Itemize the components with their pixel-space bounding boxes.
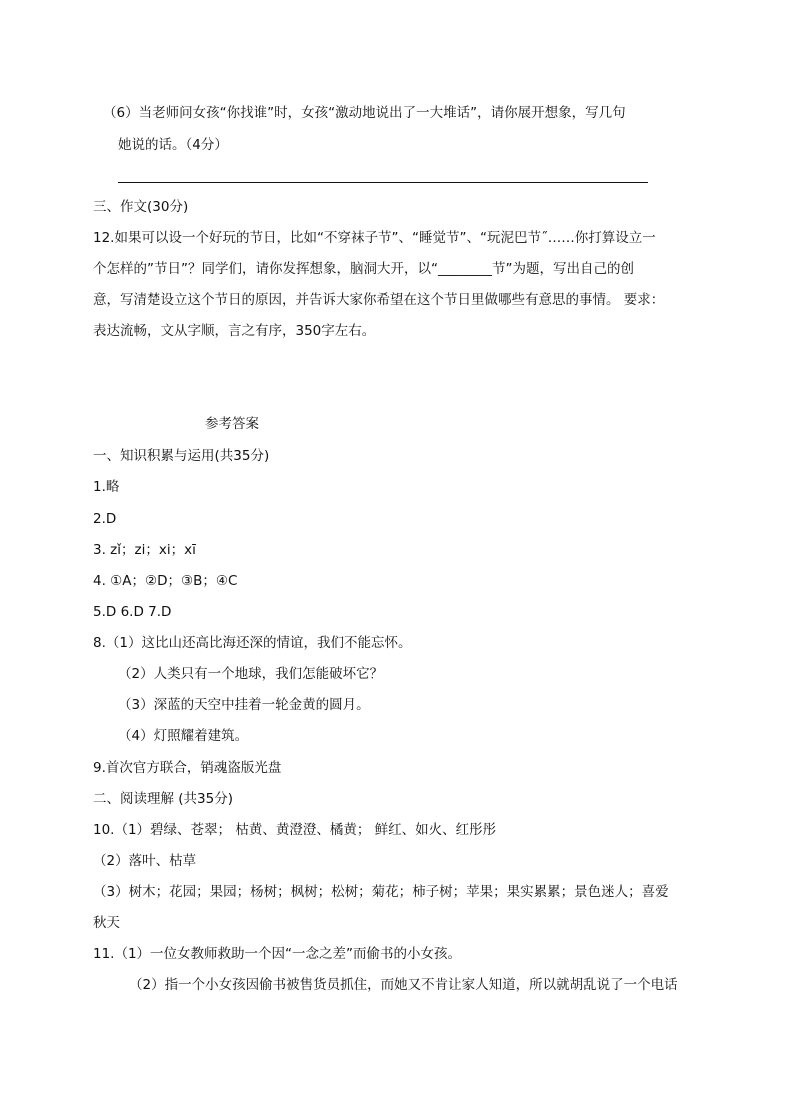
question-6-line-2: 她说的话。（4分） [118, 137, 228, 153]
answer-3: 3. zǐ；zi；xi；xī [93, 542, 196, 558]
answer-8-2: （2）人类只有一个地球，我们怎能破坏它？ [118, 666, 384, 682]
answer-1: 1.略 [93, 479, 120, 495]
question-12-line-4: 表达流畅，文从字顺，言之有序，350字左右。 [93, 323, 376, 339]
answer-8-3: （3）深蓝的天空中挂着一轮金黄的圆月。 [118, 697, 370, 713]
answer-10-2: （2）落叶、枯草 [93, 853, 197, 869]
answers-title: 参考答案 [205, 416, 259, 432]
answers-part-1-heading: 一、知识积累与运用(共35分) [93, 448, 270, 464]
answer-4: 4. ①A；②D；③B；④C [93, 573, 238, 589]
answer-8-1: 8.（1）这比山还高比海还深的情谊，我们不能忘怀。 [93, 635, 412, 651]
question-6-line-1: （6）当老师问女孩“你找谁”时，女孩“激动地说出了一大堆话”，请你展开想象，写几句 [103, 105, 626, 121]
answers-part-2-heading: 二、阅读理解 (共35分) [93, 791, 234, 807]
answer-2: 2.D [93, 511, 117, 527]
answer-10-3-continued: 秋天 [93, 915, 120, 931]
question-12-line-1: 12.如果可以设一个好玩的节日，比如“不穿袜子节”、“睡觉节”、“玩泥巴节˝……你打算设立一 [93, 230, 656, 246]
answer-11-1: 11.（1）一位女教师救助一个因“一念之差”而偷书的小女孩。 [93, 946, 462, 962]
answer-5-7: 5.D 6.D 7.D [93, 604, 172, 620]
section-3-heading: 三、作文(30分) [93, 199, 189, 215]
answer-8-4: （4）灯照耀着建筑。 [118, 728, 249, 744]
answer-11-2: （2）指一个小女孩因偷书被售货员抓住，而她又不肯让家人知道，所以就胡乱说了一个电话 [129, 977, 678, 993]
question-12-line-2: 个怎样的”节日”？同学们，请你发挥想象，脑洞大开，以“________节”为题，写出自己的创 [93, 261, 634, 277]
answer-9: 9.首次官方联合，销魂盗版光盘 [93, 760, 282, 776]
answer-blank-line [118, 182, 648, 183]
question-12-line-3: 意，写清楚设立这个节日的原因，并告诉大家你希望在这个节日里做哪些有意思的事情。 要求： [93, 292, 665, 308]
answer-10-1: 10.（1）碧绿、苍翠； 枯黄、黄澄澄、橘黄； 鲜红、如火、红彤彤 [93, 822, 497, 838]
answer-10-3: （3）树木；花园；果园；杨树；枫树；松树；菊花；柿子树；苹果；果实累累；景色迷人；喜爱 [93, 884, 669, 900]
